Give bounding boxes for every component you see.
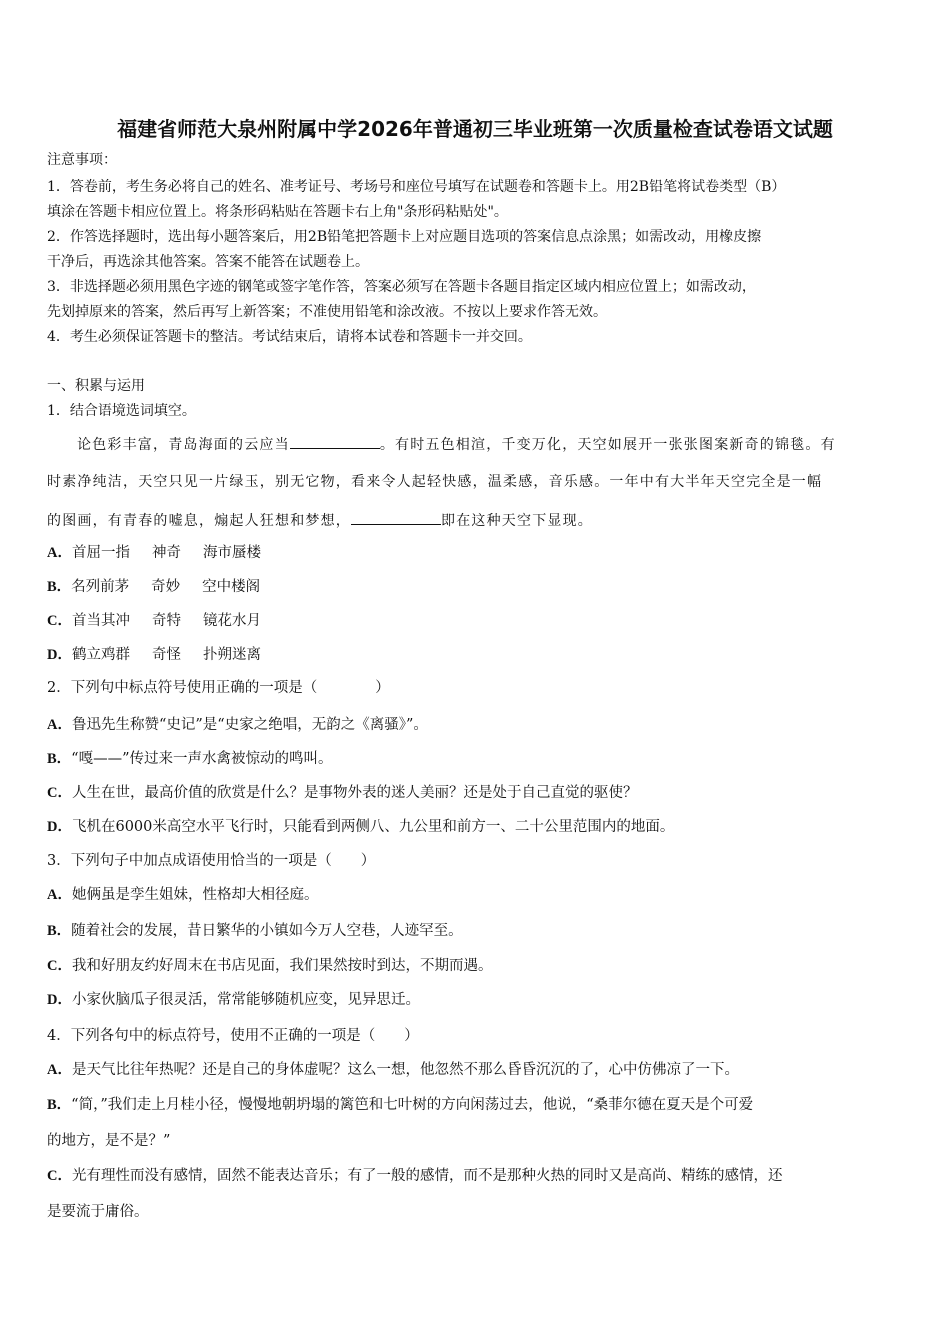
q4-stem: 4．下列各句中的标点符号，使用不正确的一项是（ ）: [47, 1028, 419, 1044]
q1-passage-line-2: 时素净纯洁，天空只见一片绿玉，别无它物，看来令人起轻快感，温柔感，音乐感。一年中有大半年天空完全是一幅: [47, 474, 823, 490]
exam-title: 福建省师范大泉州附属中学2026年普通初三毕业班第一次质量检查试卷语文试题: [117, 117, 833, 141]
q4-option-c: C．光有理性而没有感情，固然不能表达音乐；有了一般的感情，而不是那种火热的同时又是高尚、精练的感情，还: [47, 1168, 783, 1184]
q1-passage-part-2: 。有时五色相渲，千变万化，天空如展开一张张图案新奇的锦毯。有: [379, 437, 836, 453]
q3-option-c: C．我和好朋友约好周末在书店见面，我们果然按时到达，不期而遇。: [47, 958, 493, 974]
q3-option-b: B．随着社会的发展，昔日繁华的小镇如今万人空巷，人迹罕至。: [47, 923, 463, 939]
notice-line-7: 4．考生必须保证答题卡的整洁。考试结束后，请将本试卷和答题卡一并交回。: [47, 329, 532, 345]
q2-option-d: D．飞机在6000米高空水平飞行时，只能看到两侧八、九公里和前方一、二十公里范围内的地面。: [47, 819, 675, 835]
notice-line-3: 2．作答选择题时，选出每小题答案后，用2B铅笔把答题卡上对应题目选项的答案信息点涂黑；如需改动，用橡皮擦: [47, 229, 762, 245]
notice-line-6: 先划掉原来的答案，然后再写上新答案；不准使用铅笔和涂改液。不按以上要求作答无效。: [47, 304, 607, 320]
q2-option-a: A．鲁迅先生称赞“史记”是“史家之绝唱，无韵之《离骚》”。: [47, 717, 428, 733]
q1-option-a: A．首屈一指 神奇 海市蜃楼: [47, 545, 261, 561]
q1-blank-2: [351, 510, 441, 525]
q3-stem: 3．下列句子中加点成语使用恰当的一项是（ ）: [47, 853, 376, 869]
q2-option-c: C．人生在世，最高价值的欣赏是什么？是事物外表的迷人美丽？还是处于自己直觉的驱使？: [47, 785, 638, 801]
q3-option-d: D．小家伙脑瓜子很灵活，常常能够随机应变，见异思迁。: [47, 992, 420, 1008]
q1-option-d: D．鹤立鸡群 奇怪 扑朔迷离: [47, 647, 261, 663]
notice-heading: 注意事项：: [47, 152, 117, 168]
q1-passage-part-3: 的图画，有青春的嘘息，煽起人狂想和梦想，: [47, 513, 351, 529]
q1-passage-part-1: 论色彩丰富，青岛海面的云应当: [77, 437, 290, 453]
q1-blank-1: [290, 434, 380, 449]
q4-option-b: B．“简，”我们走上月桂小径，慢慢地朝坍塌的篱笆和七叶树的方向闲荡过去，他说，“桑菲尔德在夏天是个可爱: [47, 1097, 754, 1113]
q1-passage-line-3: [47, 510, 907, 531]
section-heading: 一、积累与运用: [47, 378, 145, 394]
notice-line-1: 1．答卷前，考生务必将自己的姓名、准考证号、考场号和座位号填写在试题卷和答题卡上。用2B铅笔将试卷类型（B）: [47, 179, 786, 195]
q1-passage-line-1: [47, 434, 907, 455]
q2-option-b: B．“嘎——”传过来一声水禽被惊动的鸣叫。: [47, 751, 333, 767]
q2-stem: 2．下列句中标点符号使用正确的一项是（ ）: [47, 680, 390, 696]
notice-line-2: 填涂在答题卡相应位置上。将条形码粘贴在答题卡右上角"条形码粘贴处"。: [47, 204, 508, 220]
notice-line-4: 干净后，再选涂其他答案。答案不能答在试题卷上。: [47, 254, 369, 270]
q1-option-b: B．名列前茅 奇妙 空中楼阁: [47, 579, 261, 595]
q3-option-a: A．她俩虽是孪生姐妹，性格却大相径庭。: [47, 887, 319, 903]
q4-option-c-cont: 是要流于庸俗。: [47, 1204, 149, 1220]
notice-line-5: 3．非选择题必须用黑色字迹的钢笔或签字笔作答，答案必须写在答题卡各题目指定区域内相应位置上；如需改动，: [47, 279, 756, 295]
q1-option-c: C．首当其冲 奇特 镜花水月: [47, 613, 261, 629]
q1-stem: 1．结合语境选词填空。: [47, 403, 196, 419]
q4-option-b-cont: 的地方，是不是？”: [47, 1133, 171, 1149]
q1-passage-part-4: 即在这种天空下显现。: [441, 513, 593, 529]
q4-option-a: A．是天气比往年热呢？还是自己的身体虚呢？这么一想，他忽然不那么昏昏沉沉的了，心中仿佛凉了一下。: [47, 1062, 739, 1078]
